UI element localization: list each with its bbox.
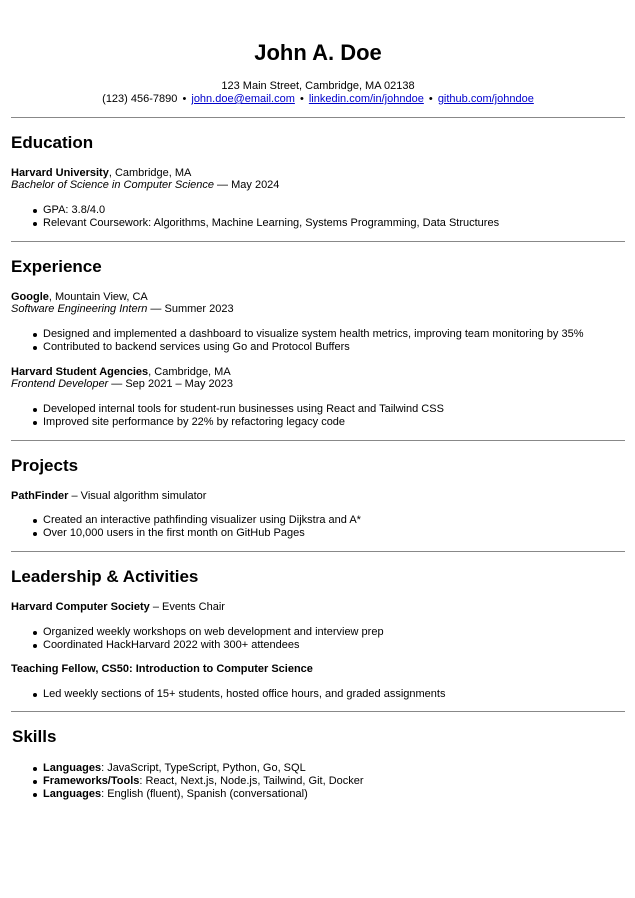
- job-role: Frontend Developer: [11, 378, 109, 390]
- section-title-experience: Experience: [11, 257, 102, 276]
- organization-name: Harvard Computer Society: [11, 601, 150, 613]
- separator: •: [299, 93, 304, 105]
- project-entry: [11, 490, 625, 502]
- list-item: Created an interactive pathfinding visualizer using Dijkstra and A*: [43, 514, 625, 527]
- github-link[interactable]: github.com/johndoe: [437, 93, 534, 105]
- section-title-education: Education: [11, 133, 94, 152]
- experience-entry-google: [11, 291, 625, 315]
- entry-heading: [11, 490, 625, 502]
- company-name: Harvard Student Agencies: [11, 366, 149, 378]
- skill-label: Frameworks/Tools: [43, 775, 140, 787]
- contact-line: [11, 93, 625, 106]
- divider: [11, 117, 625, 118]
- list-item: Coordinated HackHarvard 2022 with 300+ attendees: [43, 639, 625, 652]
- skill-value: : English (fluent), Spanish (conversational): [101, 788, 308, 800]
- skill-value: : React, Next.js, Node.js, Tailwind, Git, Docker: [139, 775, 364, 787]
- project-bullets: [11, 514, 625, 540]
- skill-label: Languages: [43, 762, 102, 774]
- skill-item: [43, 762, 625, 775]
- list-item: Designed and implemented a dashboard to visualize system health metrics, improving team monitoring by 35%: [43, 328, 625, 341]
- skill-label: Languages: [43, 788, 102, 800]
- phone-number: (123) 456-7890: [102, 93, 178, 105]
- leadership-bullets-cs50: [11, 688, 625, 701]
- list-item: Over 10,000 users in the first month on GitHub Pages: [43, 527, 625, 540]
- candidate-name: John A. Doe: [254, 40, 382, 65]
- school-location: , Cambridge, MA: [108, 167, 192, 179]
- list-item: Relevant Coursework: Algorithms, Machine Learning, Systems Programming, Data Structures: [43, 217, 625, 230]
- skill-item: [43, 788, 625, 801]
- separator: •: [428, 93, 433, 105]
- leadership-entry-cs50: [11, 663, 625, 675]
- job-role: Software Engineering Intern: [11, 303, 148, 315]
- experience-bullets-google: [11, 328, 625, 354]
- entry-heading: [11, 601, 625, 613]
- section-title-leadership: Leadership & Activities: [11, 567, 199, 586]
- resume-header: [11, 40, 625, 106]
- company-location: , Cambridge, MA: [148, 366, 231, 378]
- education-bullets: [11, 204, 625, 230]
- divider: [11, 241, 625, 242]
- skills-section: [12, 727, 625, 747]
- organization-role: – Events Chair: [149, 601, 225, 613]
- education-section: [11, 133, 625, 153]
- entry-subheading: [11, 179, 625, 191]
- list-item: Developed internal tools for student-run businesses using React and Tailwind CSS: [43, 403, 625, 416]
- section-title-projects: Projects: [11, 456, 79, 475]
- entry-subheading: [11, 378, 625, 390]
- list-item: Contributed to backend services using Go and Protocol Buffers: [43, 341, 625, 354]
- leadership-section: [11, 567, 625, 587]
- divider: [11, 551, 625, 552]
- list-item: GPA: 3.8/4.0: [43, 204, 625, 217]
- experience-section: [11, 257, 625, 277]
- education-entry: [11, 167, 625, 191]
- email-link[interactable]: john.doe@email.com: [191, 93, 295, 105]
- divider: [11, 440, 625, 441]
- list-item: Organized weekly workshops on web development and interview prep: [43, 626, 625, 639]
- project-desc: – Visual algorithm simulator: [68, 490, 207, 502]
- address-line: 123 Main Street, Cambridge, MA 02138: [221, 80, 415, 92]
- list-item: Led weekly sections of 15+ students, hosted office hours, and graded assignments: [43, 688, 625, 701]
- skill-item: [43, 775, 625, 788]
- entry-heading: [11, 167, 625, 179]
- job-date: — Summer 2023: [147, 303, 234, 315]
- divider: [11, 711, 625, 712]
- linkedin-link[interactable]: linkedin.com/in/johndoe: [308, 93, 424, 105]
- organization-name: Teaching Fellow, CS50: Introduction to Computer Science: [11, 663, 313, 675]
- entry-subheading: [11, 303, 625, 315]
- leadership-bullets-hcs: [11, 626, 625, 652]
- company-location: , Mountain View, CA: [48, 291, 148, 303]
- separator: •: [182, 93, 187, 105]
- skills-list: [11, 762, 625, 801]
- degree: Bachelor of Science in Computer Science: [11, 179, 214, 191]
- company-name: Google: [11, 291, 49, 303]
- section-title-skills: Skills: [12, 727, 57, 746]
- skill-value: : JavaScript, TypeScript, Python, Go, SQL: [101, 762, 306, 774]
- projects-section: [11, 456, 625, 476]
- leadership-entry-hcs: [11, 601, 625, 613]
- experience-bullets-hsa: [11, 403, 625, 429]
- entry-heading: [11, 663, 625, 675]
- entry-heading: [11, 291, 625, 303]
- job-date: — Sep 2021 – May 2023: [108, 378, 233, 390]
- entry-heading: [11, 366, 625, 378]
- list-item: Improved site performance by 22% by refactoring legacy code: [43, 416, 625, 429]
- degree-date: — May 2024: [214, 179, 280, 191]
- experience-entry-hsa: [11, 366, 625, 390]
- school-name: Harvard University: [11, 167, 109, 179]
- project-name: PathFinder: [11, 490, 69, 502]
